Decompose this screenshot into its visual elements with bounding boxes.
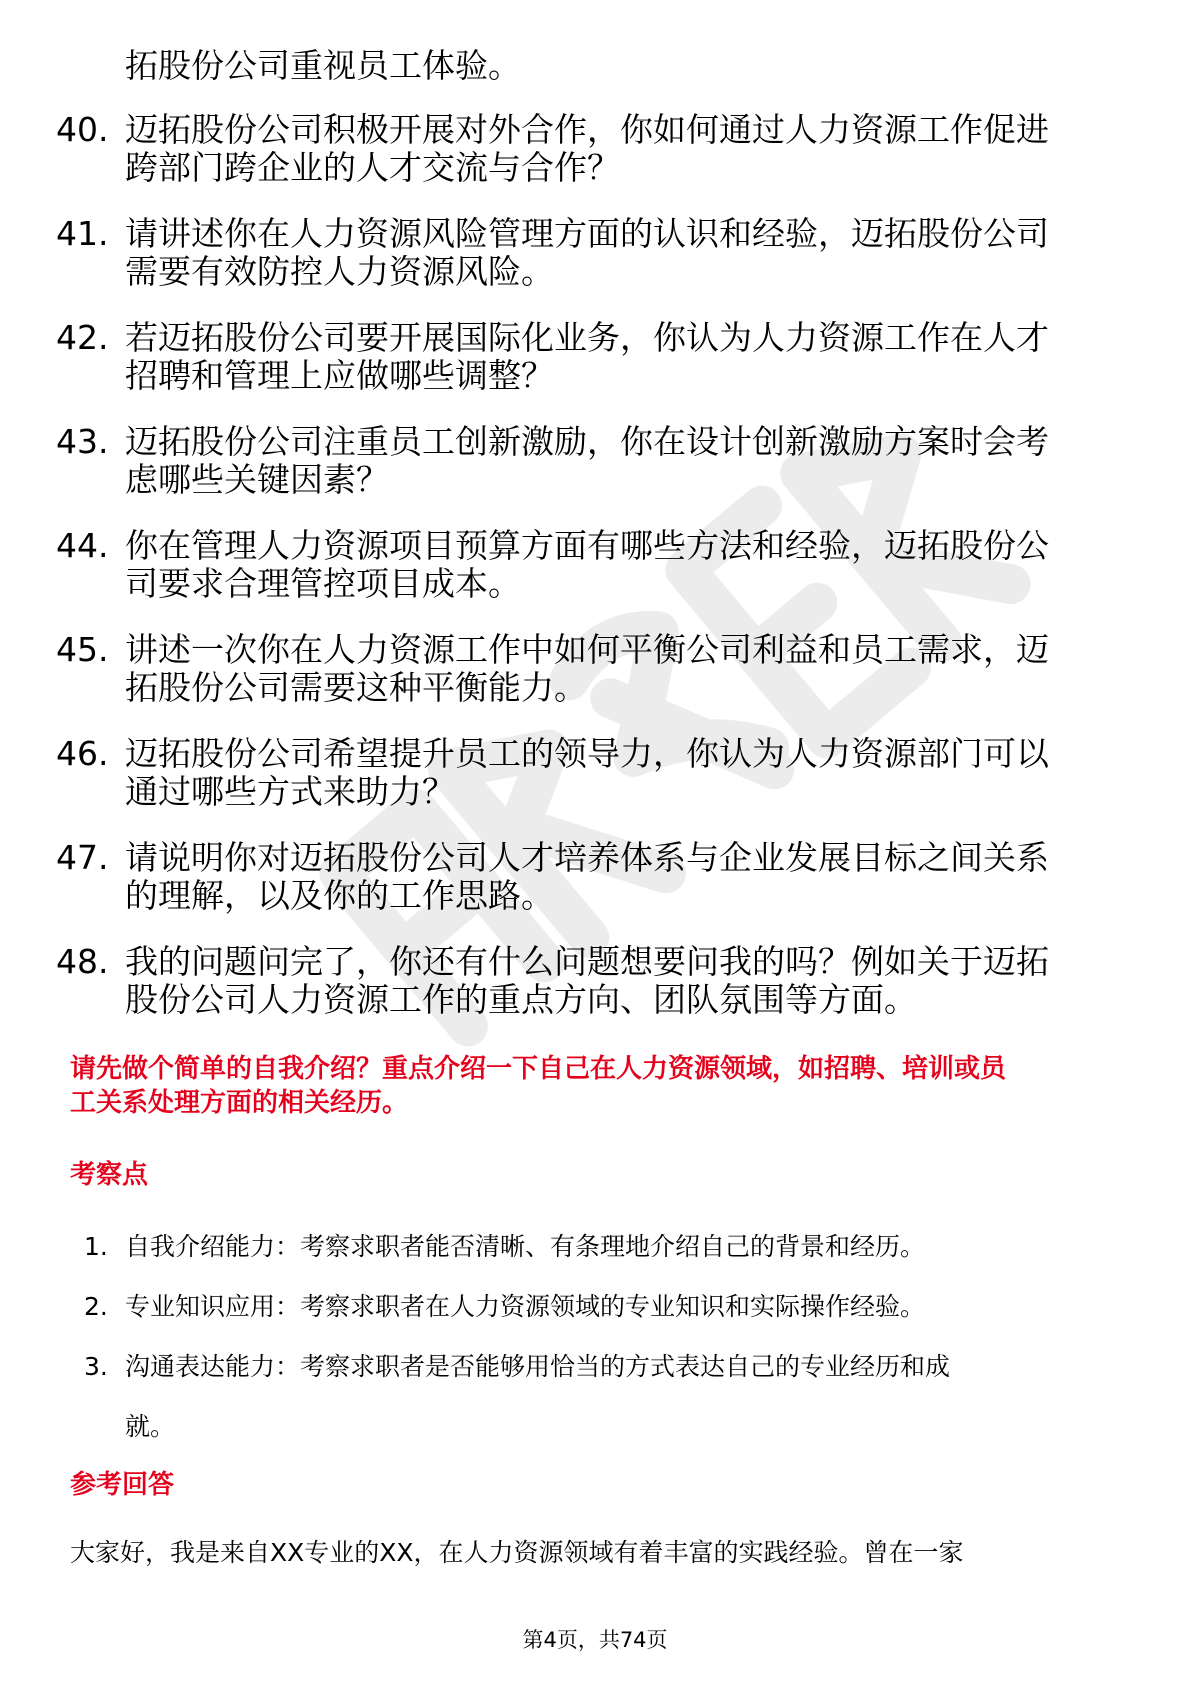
- assessment-heading: 考察点: [70, 1160, 149, 1190]
- question-item: [0, 216, 1190, 320]
- point-number: 2.: [84, 1292, 108, 1321]
- question-line: 你在管理人力资源项目预算方面有哪些方法和经验，迈拓股份公: [125, 526, 1049, 565]
- question-line: 迈拓股份公司积极开展对外合作，你如何通过人力资源工作促进: [125, 110, 1049, 149]
- question-item: [0, 320, 1190, 424]
- question-line: 股份公司人力资源工作的重点方向、团队氛围等方面。: [125, 980, 917, 1019]
- assessment-point: [0, 1292, 1190, 1352]
- page-footer: 第4页，共74页: [522, 1628, 668, 1652]
- point-number: 3.: [84, 1352, 108, 1381]
- question-line: 请讲述你在人力资源风险管理方面的认识和经验，迈拓股份公司: [125, 214, 1049, 253]
- question-line: 需要有效防控人力资源风险。: [125, 252, 554, 291]
- featured-question: [70, 1054, 1140, 1122]
- featured-question-line: 请先做个简单的自我介绍？重点介绍一下自己在人力资源领域，如招聘、培训或员: [70, 1054, 1007, 1084]
- question-line: 虑哪些关键因素？: [125, 460, 389, 499]
- question-item: [0, 736, 1190, 840]
- question-line: 招聘和管理上应做哪些调整？: [125, 356, 554, 395]
- question-item: [0, 632, 1190, 736]
- point-line: 自我介绍能力：考察求职者能否清晰、有条理地介绍自己的背景和经历。: [125, 1232, 926, 1261]
- question-number: 47.: [56, 838, 109, 877]
- question-number: 48.: [56, 942, 109, 981]
- question-line: 拓股份公司需要这种平衡能力。: [125, 668, 587, 707]
- point-line: 沟通表达能力：考察求职者是否能够用恰当的方式表达自己的专业经历和成: [125, 1352, 951, 1381]
- assessment-point: [0, 1352, 1190, 1441]
- point-text: [125, 1292, 925, 1352]
- question-item: [0, 944, 1190, 1048]
- question-item: [0, 424, 1190, 528]
- point-text: [125, 1352, 950, 1472]
- featured-question-line: 工关系处理方面的相关经历。: [70, 1088, 409, 1118]
- question-line: 讲述一次你在人力资源工作中如何平衡公司利益和员工需求，迈: [125, 630, 1049, 669]
- question-number: 44.: [56, 526, 109, 565]
- question-line: 我的问题问完了，你还有什么问题想要问我的吗？例如关于迈拓: [125, 942, 1049, 981]
- question-text: [125, 320, 1125, 396]
- question-line: 迈拓股份公司希望提升员工的领导力，你认为人力资源部门可以: [125, 734, 1049, 773]
- assessment-point: [0, 1232, 1190, 1292]
- question-number: 41.: [56, 214, 109, 253]
- question-line: 通过哪些方式来助力？: [125, 772, 455, 811]
- question-line: 请说明你对迈拓股份公司人才培养体系与企业发展目标之间关系: [125, 838, 1049, 877]
- question-text: [125, 424, 1125, 500]
- continuation-line: 拓股份公司重视员工体验。: [125, 46, 521, 85]
- question-number: 40.: [56, 110, 109, 149]
- question-text: [125, 112, 1125, 188]
- question-line: 若迈拓股份公司要开展国际化业务，你认为人力资源工作在人才: [125, 318, 1049, 357]
- reference-answer-heading: 参考回答: [70, 1470, 175, 1500]
- question-line: 跨部门跨企业的人才交流与合作？: [125, 148, 620, 187]
- question-list: [0, 112, 1190, 1048]
- question-item: [0, 528, 1190, 632]
- question-text: [125, 216, 1125, 292]
- point-text: [125, 1232, 925, 1292]
- question-number: 42.: [56, 318, 109, 357]
- question-line: 的理解，以及你的工作思路。: [125, 876, 554, 915]
- point-line: 专业知识应用：考察求职者在人力资源领域的专业知识和实际操作经验。: [125, 1292, 926, 1321]
- reference-answer-text: 大家好，我是来自XX专业的XX，在人力资源领域有着丰富的实践经验。曾在一家: [70, 1538, 964, 1567]
- question-item: [0, 840, 1190, 944]
- question-number: 45.: [56, 630, 109, 669]
- question-number: 46.: [56, 734, 109, 773]
- point-number: 1.: [84, 1232, 108, 1261]
- question-item: [0, 112, 1190, 216]
- assessment-points: [0, 1232, 1190, 1441]
- question-text: [125, 528, 1125, 604]
- question-line: 迈拓股份公司注重员工创新激励，你在设计创新激励方案时会考: [125, 422, 1049, 461]
- point-line: 就。: [125, 1412, 176, 1441]
- question-line: 司要求合理管控项目成本。: [125, 564, 521, 603]
- question-text: [125, 736, 1125, 812]
- question-text: [125, 840, 1125, 916]
- question-text: [125, 632, 1125, 708]
- question-text: [125, 944, 1125, 1020]
- question-number: 43.: [56, 422, 109, 461]
